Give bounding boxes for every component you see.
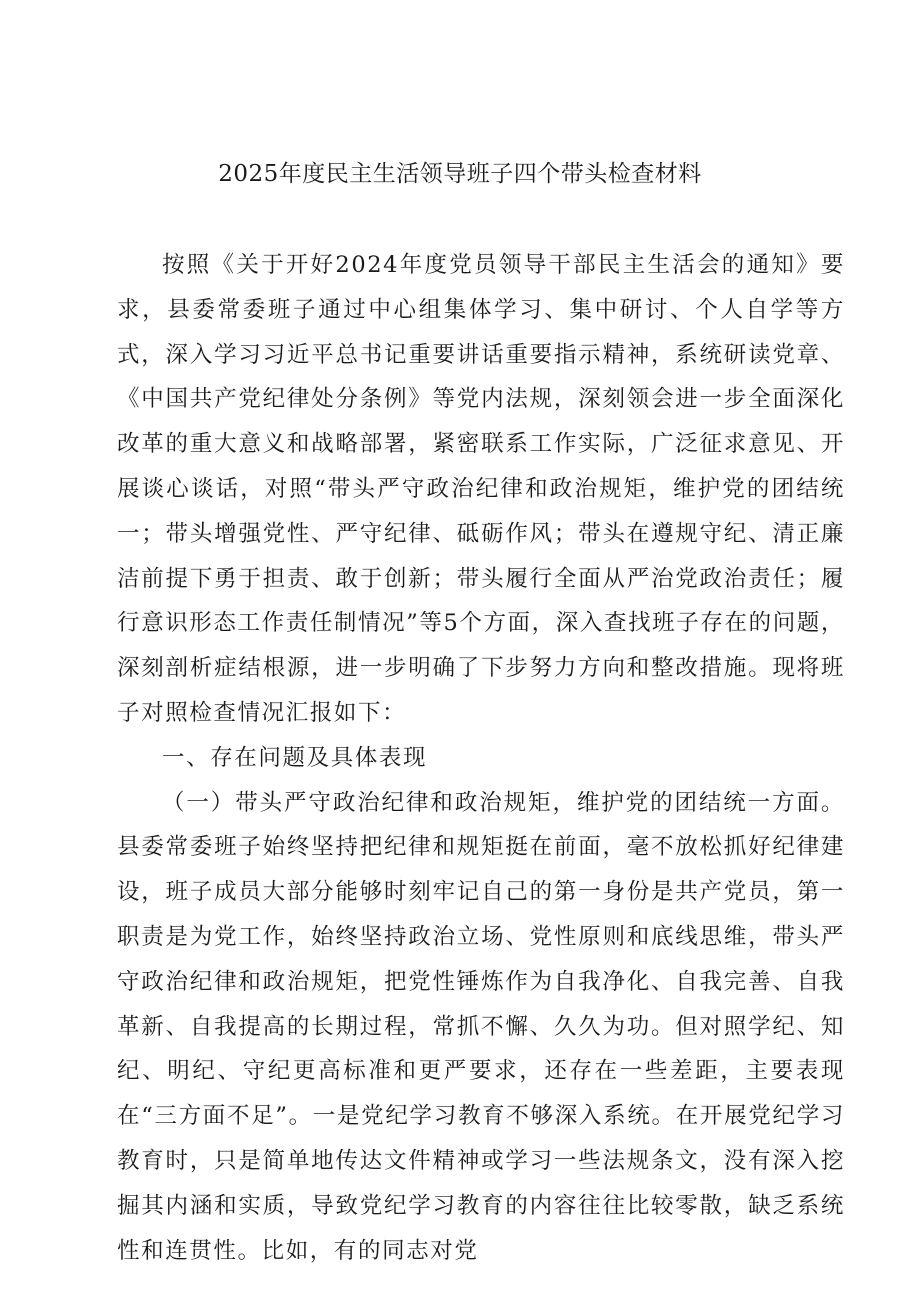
document-title: 2025年度民主生活领导班子四个带头检查材料	[218, 161, 702, 187]
subsection-paragraph: （一）带头严守政治纪律和政治规矩，维护党的团结统一方面。县委常委班子始终坚持把纪律和规矩挺在前面，毫不放松抓好纪律建设，班子成员大部分能够时刻牢记自己的第一身份是共产党员，第一职责是为党工作，始终坚持政治立场、党性原则和底线思维，带头严守政治纪律和政治规矩，把党性锤炼作为自我净化、自我完善、自我革新、自我提高的长期过程，常抓不懈、久久为功。但对照学纪、知纪、明纪、守纪更高标准和更严要求，还存在一些差距，主要表现在“三方面不足”。一是党纪学习教育不够深入系统。在开展党纪学习教育时，只是简单地传达文件精神或学习一些法规条文，没有深入挖掘其内涵和实质，导致党纪学习教育的内容往往比较零散，缺乏系统性和连贯性。比如，有的同志对党	[117, 789, 845, 1264]
section-heading: 一、存在问题及具体表现	[162, 744, 428, 771]
document-body	[117, 243, 845, 1273]
intro-paragraph: 按照《关于开好2024年度党员领导干部民主生活会的通知》要求，县委常委班子通过中心组集体学习、集中研讨、个人自学等方式，深入学习习近平总书记重要讲话重要指示精神，系统研读党章、《中国共产党纪律处分条例》等党内法规，深刻领会进一步全面深化改革的重大意义和战略部署，紧密联系工作实际，广泛征求意见、开展谈心谈话，对照“带头严守政治纪律和政治规矩，维护党的团结统一；带头增强党性、严守纪律、砥砺作风；带头在遵规守纪、清正廉洁前提下勇于担责、敢于创新；带头履行全面从严治党政治责任；履行意识形态工作责任制情况”等5个方面，深入查找班子存在的问题，深刻剖析症结根源，进一步明确了下步努力方向和整改措施。现将班子对照检查情况汇报如下：	[117, 252, 845, 726]
